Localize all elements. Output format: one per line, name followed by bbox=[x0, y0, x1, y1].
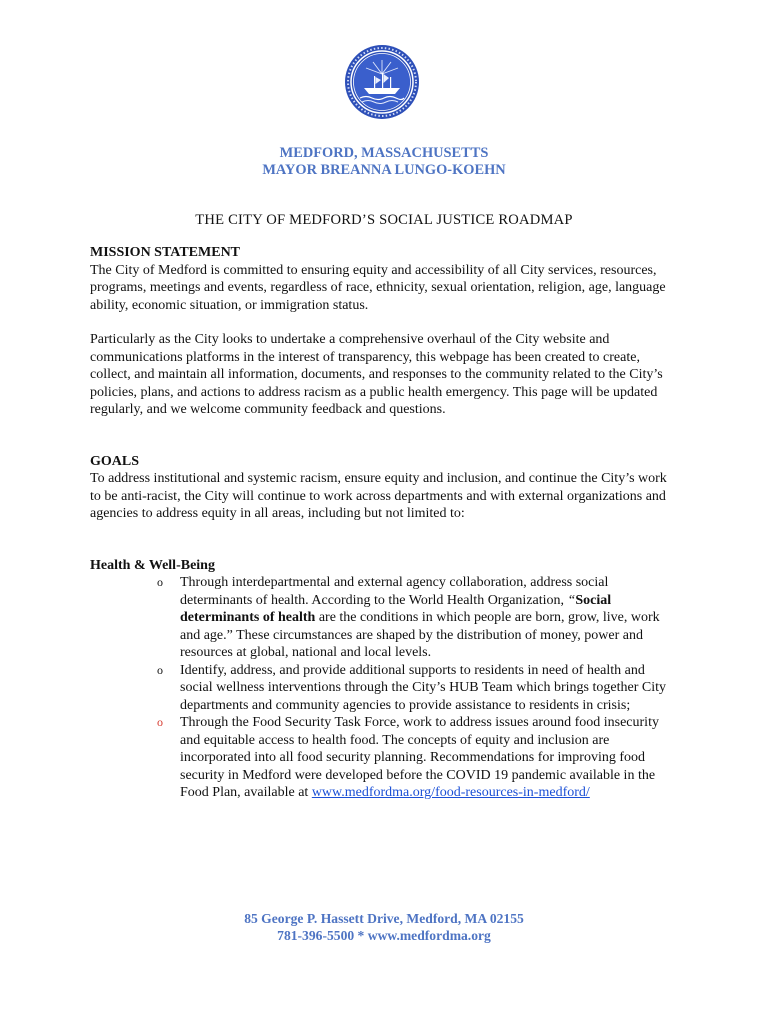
document-body bbox=[90, 244, 680, 802]
list-item bbox=[90, 574, 680, 662]
list-item bbox=[90, 662, 680, 715]
goals-paragraph: To address institutional and systemic racism, ensure equity and inclusion, and continue the City’s work to be anti-racist, the City will continue to work across departments and with external organizations and agencies to address equity in all areas, including but not limited to: bbox=[90, 471, 667, 521]
city-seal-icon bbox=[344, 44, 420, 120]
city-state-line: MEDFORD, MASSACHUSETTS bbox=[279, 145, 489, 161]
mission-paragraph-2: Particularly as the City looks to undertake a comprehensive overhaul of the City website and communications platforms in the interest of transparency, this webpage has been created to create, collect, and maintain all information, documents, and responses to the community related to the City’s policies, plans, and actions to address racism as a public health emergency. This page will be updated regularly, and we welcome community feedback and questions. bbox=[90, 332, 663, 417]
health-bullet-list bbox=[90, 574, 680, 802]
document-title: THE CITY OF MEDFORD’S SOCIAL JUSTICE ROADMAP bbox=[195, 212, 573, 228]
item3-text: Through the Food Security Task Force, work to address issues around food insecurity and equitable access to health food. The concepts of equity and inclusion are incorporated into all food security planning. Recommendations for improving food security in Medford were developed before the COVID 19 pandemic available in the Food Plan, available at bbox=[180, 715, 659, 800]
bullet-icon: o bbox=[157, 575, 163, 589]
masthead bbox=[0, 145, 768, 179]
mission-heading: MISSION STATEMENT bbox=[90, 245, 241, 260]
goals-heading: GOALS bbox=[90, 453, 140, 469]
footer bbox=[0, 910, 768, 944]
footer-address: 85 George P. Hassett Drive, Medford, MA 02155 bbox=[244, 911, 524, 926]
footer-contact: 781-396-5500 * www.medfordma.org bbox=[277, 928, 491, 943]
item1-bold-term: Social determinants of health bbox=[180, 592, 612, 625]
bullet-icon: o bbox=[157, 715, 163, 729]
item1-text-before: Through interdepartmental and external agency collaboration, address social determinants of health. According to the World Health Organization, bbox=[180, 575, 609, 608]
mayor-line: MAYOR BREANNA LUNGO-KOEHN bbox=[262, 162, 506, 178]
item1-quote-open: “ bbox=[567, 592, 576, 608]
mission-paragraph-1: The City of Medford is committed to ensuring equity and accessibility of all City services, resources, programs, meetings and events, regardless of race, ethnicity, sexual orientation, religion, age, language ability, economic situation, or immigration status. bbox=[90, 262, 666, 313]
food-resources-link[interactable]: www.medfordma.org/food-resources-in-medford/ bbox=[311, 785, 590, 800]
bullet-icon: o bbox=[157, 662, 163, 677]
item1-text-after: are the conditions in which people are born, grow, live, work and age.” These circumstances are shaped by the distribution of money, power and resources at global, national and local levels. bbox=[180, 610, 660, 660]
health-wellbeing-heading: Health & Well-Being bbox=[90, 557, 215, 573]
item2-text: Identify, address, and provide additional supports to residents in need of health and social wellness interventions through the City’s HUB Team which brings together City departments and community agencies to provide assistance to residents in crisis; bbox=[180, 662, 666, 713]
list-item bbox=[90, 714, 680, 802]
